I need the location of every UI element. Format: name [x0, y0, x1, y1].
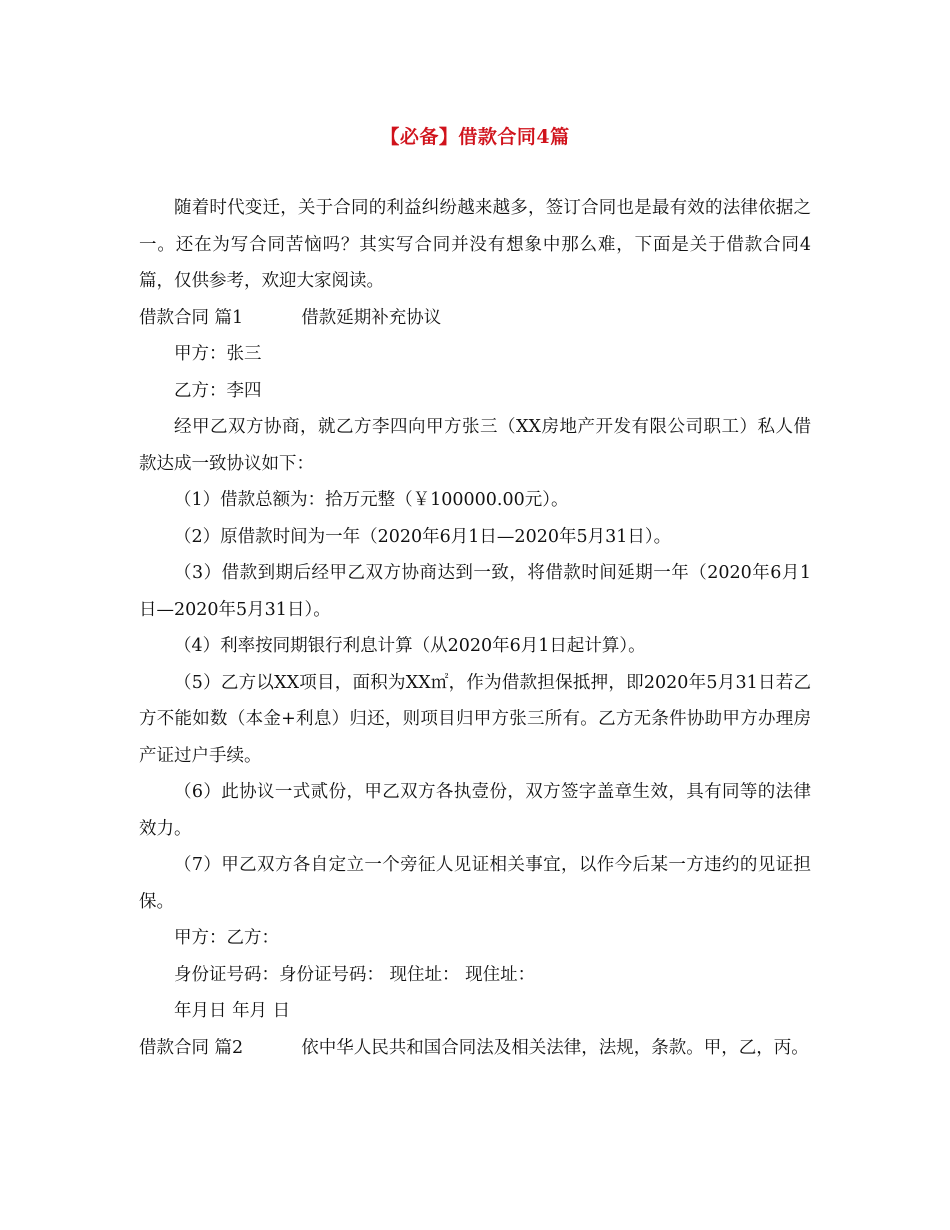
signature-parties-line: 甲方：乙方：: [174, 928, 279, 948]
section1-heading: 借款合同 篇1: [139, 307, 244, 328]
party-b-line: 乙方：李四: [174, 380, 262, 401]
section2-text: 依中华人民共和国合同法及相关法律，法规，条款。甲，乙，丙。: [301, 1037, 809, 1058]
section2-heading: 借款合同 篇2: [139, 1037, 244, 1058]
clause-7: （7）甲乙双方各自定立一个旁征人见证相关事宜，以作今后某一方违约的见证担保。: [139, 855, 811, 912]
section1-subtitle: 借款延期补充协议: [301, 307, 442, 328]
clause-6: （6）此协议一式贰份，甲乙双方各执壹份，双方签字盖章生效，具有同等的法律效力。: [139, 782, 811, 839]
clause-2: （2）原借款时间为一年（2020年6月1日—2020年5月31日）。: [174, 526, 672, 547]
document-title: 【必备】借款合同4篇: [380, 126, 570, 148]
signature-dates-line: 年月日 年月 日: [174, 1001, 291, 1021]
party-a-line: 甲方：张三: [174, 344, 262, 364]
clause-5: （5）乙方以XX项目，面积为XX㎡，作为借款担保抵押，即2020年5月31日若乙方不能如数（本金+利息）归还，则项目归甲方张三所有。乙方无条件协助甲方办理房产证过户手续。: [139, 672, 811, 766]
section2-line: [139, 1030, 811, 1067]
clause-1: （1）借款总额为：拾万元整（￥100000.00元）。: [174, 490, 569, 510]
clause-3: （3）借款到期后经甲乙双方协商达到一致，将借款时间延期一年（2020年6月1日—2020年5月31日）。: [139, 563, 811, 620]
signature-ids-line: 身份证号码：身份证号码： 现住址： 现住址：: [174, 964, 536, 985]
clause-4: （4）利率按同期银行利息计算（从2020年6月1日起计算）。: [174, 636, 646, 656]
intro-paragraph: 随着时代变迁，关于合同的利益纠纷越来越多，签订合同也是最有效的法律依据之一。还在为写合同苦恼吗？其实写合同并没有想象中那么难，下面是关于借款合同4篇，仅供参考，欢迎大家阅读。: [139, 198, 811, 291]
section1-heading-line: [139, 300, 811, 337]
preamble-paragraph: 经甲乙双方协商，就乙方李四向甲方张三（XX房地产开发有限公司职工）私人借款达成一致协议如下：: [139, 417, 811, 474]
document-body: [139, 190, 811, 1066]
